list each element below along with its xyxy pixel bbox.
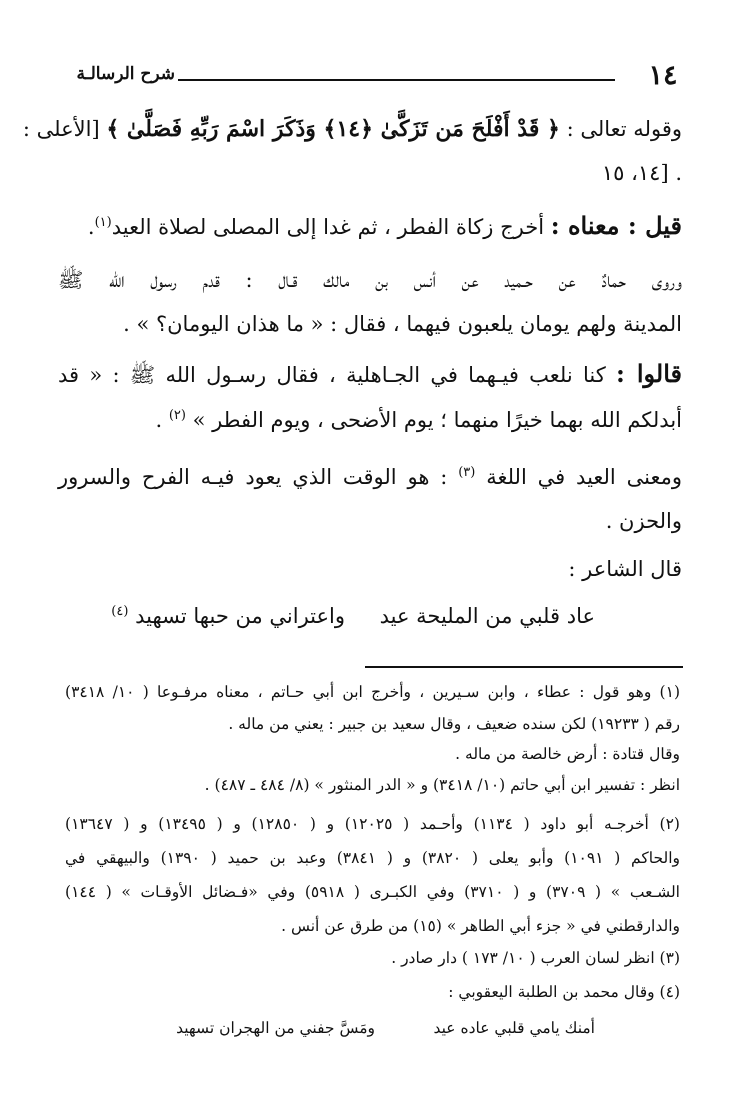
- body-line-2: ١٤، ١٥] .: [601, 161, 682, 185]
- footnote-line: وقال قتادة : أرض خالصة من ماله .: [455, 745, 680, 763]
- body-line-3: قيل : معناه : أخرج زكاة الفطر ، ثم غدا إلى المصلى لصلاة العيد$^{(١)}$.: [87, 211, 682, 240]
- lead-term: قيل : معناه :: [550, 211, 682, 240]
- body-line-10: قال الشاعر :: [568, 557, 682, 581]
- footnote-verse-second: ومَسَّ جفني من الهجران تسهيد: [176, 1019, 375, 1037]
- line-text: أخرج زكاة الفطر ، ثم غدا إلى المصلى لصلاة العيد: [111, 215, 545, 239]
- line-text: ومعنى العيد في اللغة: [486, 465, 682, 489]
- body-line-9: والحزن .: [605, 509, 682, 533]
- line-text: كنا نلعب فيـهما في الجـاهلية ، فقال رسـول الله ﷺ : « قد: [58, 363, 606, 387]
- lead-term: قالوا :: [616, 359, 682, 388]
- footnote-verse-first: أمنك يامي قلبي عاده عيد: [433, 1019, 595, 1037]
- body-line-7: [58, 405, 682, 435]
- line-end: .: [155, 408, 169, 432]
- footnote-line: والدارقطني في « جزء أبي الطاهر » (١٥) من طرق عن أنس .: [281, 917, 680, 935]
- footnote-line: الشـعب » ( ٣٧٠٩) و ( ٣٧١٠) وفي الكبـرى ( ٥٩١٨) وفي «فـضائل الأوقـات » ( ١٤٤): [65, 883, 680, 901]
- footnote-line: (٣) انظر لسان العرب ( ١٠/ ١٧٣ ) دار صادر .: [391, 949, 680, 967]
- line-text: واعتراني من حبها تسهيد: [135, 604, 345, 628]
- header-rule: [178, 79, 615, 81]
- verse-second-hemistich: [111, 604, 345, 628]
- line-text: أبدلكم الله بهما خيرًا منهما ؛ يوم الأضحى ، ويوم الفطر »: [192, 408, 682, 432]
- footnote-ref: (٤): [111, 604, 129, 619]
- body-line-1: [22, 114, 682, 144]
- line-text: : هو الوقت الذي يعود فيـه الفرح والسرور: [58, 465, 448, 489]
- body-line-8: [58, 462, 682, 492]
- footnote-ref: (٣): [458, 465, 476, 480]
- footnote-line: (١) وهو قول : عطاء ، وابن سـيرين ، وأخرج ابن أبي حـاتم ، معناه مرفـوعا ( ١٠/ ٣٤١٨): [65, 683, 680, 701]
- running-title: شرح الرسالـة: [76, 64, 175, 84]
- body-line-5: المدينة ولهم يومان يلعبون فيهما ، فقال : « ما هذان اليومان؟ » .: [123, 312, 682, 336]
- footnote-ref: (١): [94, 215, 112, 230]
- quran-intro: وقوله تعالى :: [566, 117, 682, 141]
- footnote-line: (٢) أخرجـه أبو داود ( ١١٣٤) وأحـمد ( ١٢٠٢٥) و ( ١٢٨٥٠) و ( ١٣٤٩٥) و ( ١٣٦٤٧): [65, 815, 680, 833]
- quran-citation: [الأعلى :: [22, 117, 100, 141]
- footnote-line: رقم ( ١٩٢٣٣) لكن سنده ضعيف ، وقال سعيد بن جبير : يعني من ماله .: [228, 715, 680, 733]
- footnote-rule: [365, 666, 683, 668]
- quran-verse: ﴿ قَدْ أَفْلَحَ مَن تَزَكَّىٰ ﴿١٤﴾ وَذَكَرَ اسْمَ رَبِّهِ فَصَلَّىٰ ﴾: [106, 116, 560, 142]
- body-line-4: وروى حمادٌ عن حـميد عن أنس بن مالك قـال : قدم رسول الله ﷺ: [58, 268, 682, 292]
- page-number: ١٤: [648, 60, 678, 91]
- verse-first-hemistich: عاد قلبي من المليحة عيد: [379, 604, 595, 628]
- footnote-line: (٤) وقال محمد بن الطلبة اليعقوبي :: [448, 983, 680, 1001]
- footnote-line: انظر : تفسير ابن أبي حاتم (١٠/ ٣٤١٨) و « الدر المنثور » (٨/ ٤٨٤ ـ ٤٨٧) .: [204, 776, 680, 794]
- body-line-6: [58, 359, 682, 390]
- footnote-line: والحاكم ( ١٠٩١) وأبو يعلى ( ٣٨٢٠) و ( ٣٨٤١) وعبد بن حميد ( ١٣٩٠) والبيهقي في: [65, 849, 680, 867]
- footnote-ref: (٢): [168, 408, 186, 423]
